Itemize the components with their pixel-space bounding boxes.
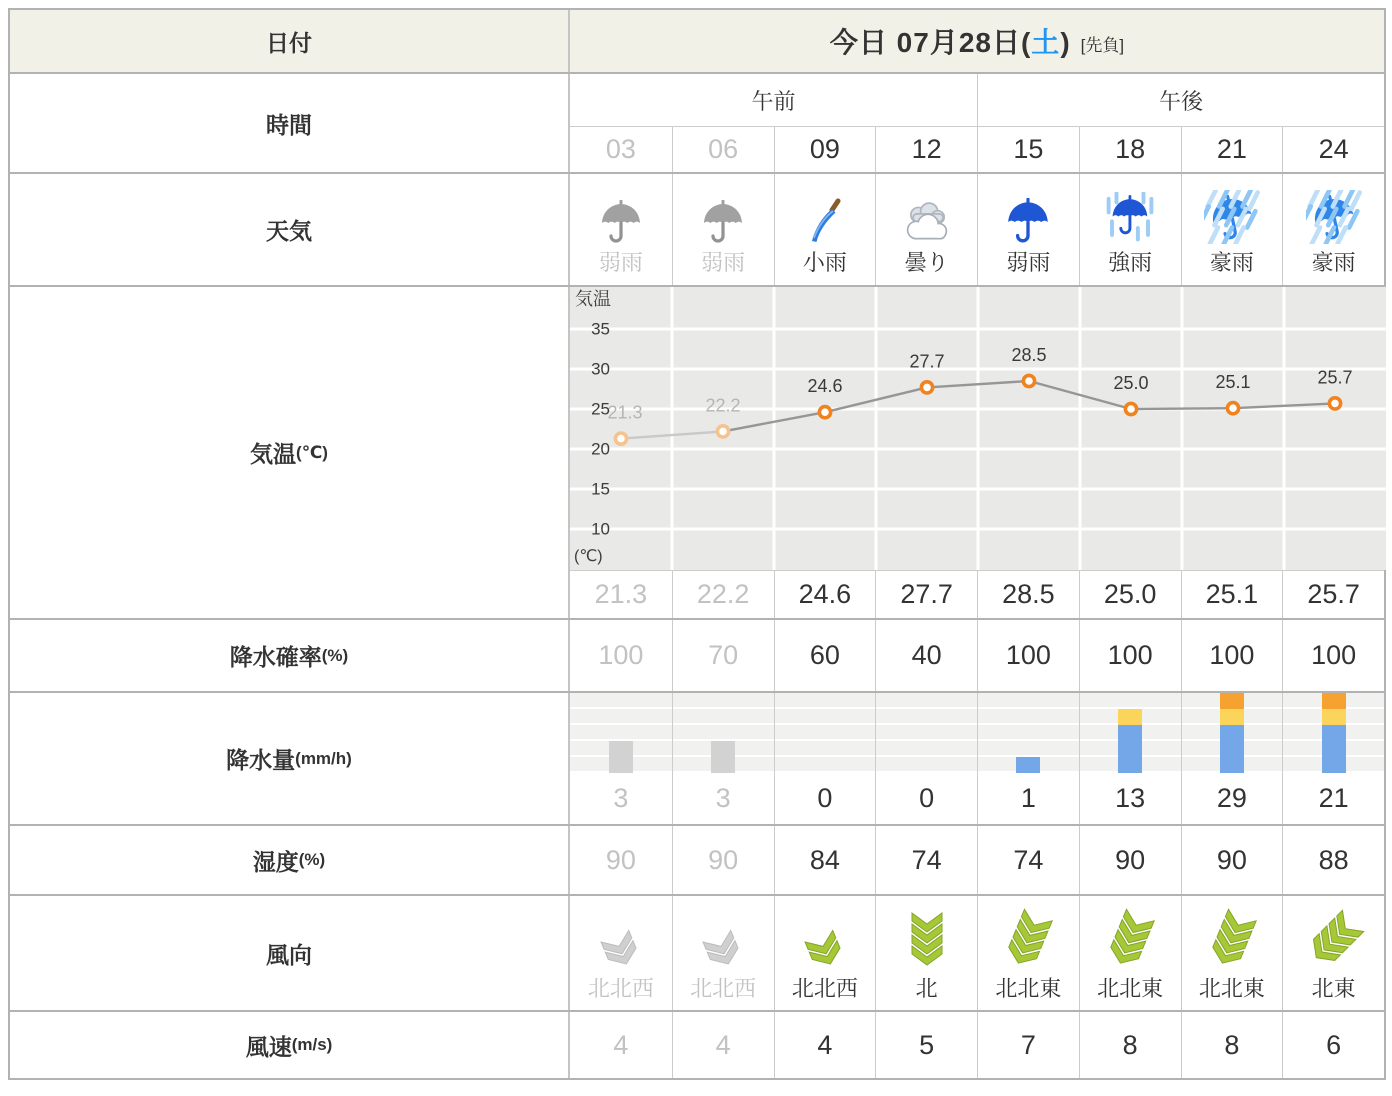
wind-speed-12: 5 [875, 1012, 977, 1078]
svg-text:28.5: 28.5 [1011, 345, 1047, 365]
period-header [570, 74, 1384, 126]
precip-probability-18: 100 [1079, 620, 1181, 691]
wind-direction-label: 北東 [1311, 975, 1356, 1001]
weekday-saturday[interactable]: 土 [1031, 27, 1061, 58]
precip-probability-09: 60 [774, 620, 876, 691]
row-wind-speed [10, 1010, 1384, 1078]
hour-21: 21 [1181, 127, 1283, 172]
wind-speed-03: 4 [613, 1029, 629, 1060]
hour-18: 18 [1079, 127, 1181, 172]
precip-bar-12 [875, 693, 977, 773]
wind-direction-21 [1181, 896, 1283, 1010]
precip-amount-values [570, 773, 1384, 824]
wind-direction-label: 北北西 [791, 975, 858, 1001]
humidity-24: 88 [1282, 826, 1384, 894]
weather-cell-21 [1181, 174, 1283, 285]
wind-direction-label: 北北東 [1198, 975, 1265, 1001]
umbrella-gray-icon [699, 200, 747, 244]
temperature-value-21: 25.1 [1181, 571, 1283, 618]
precip-bar-18 [1079, 693, 1181, 773]
wind-speed-09: 4 [774, 1012, 876, 1078]
precip-bar [1016, 757, 1040, 773]
weather-cell-12 [875, 174, 977, 285]
temperature-values [570, 570, 1384, 618]
cloud-icon [901, 201, 953, 244]
svg-text:15: 15 [591, 479, 610, 499]
humidity-06: 90 [672, 826, 774, 894]
humidity-row-label: 湿度 (%) [10, 826, 570, 894]
svg-text:25.7: 25.7 [1317, 367, 1353, 388]
umbrella-storm-icon [1306, 190, 1362, 244]
svg-text:22.2: 22.2 [705, 395, 741, 416]
precip-amount-15: 1 [977, 773, 1079, 824]
precip-bar [1322, 693, 1346, 773]
row-temperature [10, 285, 1384, 618]
precip-bar-03 [570, 693, 672, 773]
umbrella-storm-icon [1204, 190, 1260, 244]
svg-text:気温: 気温 [575, 289, 611, 309]
weather-label: 豪雨 [1209, 250, 1254, 275]
weather-cell-06 [672, 174, 774, 285]
wind-direction-row-label: 風向 [10, 896, 570, 1010]
temperature-value-18: 25.0 [1079, 571, 1181, 618]
svg-text:35: 35 [591, 319, 610, 339]
row-precip-amount [10, 691, 1384, 824]
humidity-12: 74 [875, 826, 977, 894]
temperature-value-03: 21.3 [594, 579, 648, 609]
wind-speed-18: 8 [1079, 1012, 1181, 1078]
precip-amount-24: 21 [1282, 773, 1384, 824]
precip-probability-12: 40 [875, 620, 977, 691]
precip-bar-06 [672, 693, 774, 773]
umbrella-rain-icon [1103, 192, 1157, 244]
hour-15: 15 [977, 127, 1079, 172]
wind-direction-icon [1001, 907, 1056, 973]
wind-direction-icon [700, 928, 746, 973]
precip-probability-values [570, 620, 1384, 691]
temperature-line-chart [570, 287, 1386, 570]
precip-bar [711, 741, 735, 773]
precip-amount-21: 29 [1181, 773, 1283, 824]
precip-bar [609, 741, 633, 773]
wind-speed-15: 7 [977, 1012, 1079, 1078]
weather-label: 強雨 [1108, 250, 1153, 275]
row-weather [10, 172, 1384, 285]
precip-bar-15 [977, 693, 1079, 773]
precip-amount-row-label: 降水量 (mm/h) [10, 693, 570, 824]
date-row-label: 日付 [10, 10, 570, 72]
precip-probability-row-label: 降水確率 (%) [10, 620, 570, 691]
svg-text:25.0: 25.0 [1113, 373, 1149, 393]
wind-direction-label: 北北西 [587, 975, 654, 1001]
wind-direction-18 [1079, 896, 1181, 1010]
wind-speed-24: 6 [1282, 1012, 1384, 1078]
wind-direction-cells [570, 896, 1384, 1010]
closed-umbrella-icon [801, 198, 849, 244]
wind-direction-15 [977, 896, 1079, 1010]
svg-text:27.7: 27.7 [909, 351, 945, 372]
umbrella-gray-icon [597, 200, 645, 244]
precip-bar-21 [1181, 693, 1283, 773]
wind-direction-icon [802, 928, 848, 973]
wind-direction-06 [672, 896, 774, 1010]
row-wind-direction [10, 894, 1384, 1010]
row-precip-probability [10, 618, 1384, 691]
svg-text:10: 10 [591, 519, 610, 539]
precip-probability-24: 100 [1282, 620, 1384, 691]
wind-direction-label: 北北西 [690, 975, 757, 1001]
row-time [10, 72, 1384, 172]
wind-direction-icon [1301, 907, 1366, 972]
date-header [570, 10, 1384, 72]
weather-label: 小雨 [802, 250, 847, 275]
wind-direction-03 [570, 896, 672, 1010]
humidity-09: 84 [774, 826, 876, 894]
precip-probability-03: 100 [598, 640, 644, 670]
precip-amount-06: 3 [672, 773, 774, 824]
temperature-value-15: 28.5 [977, 571, 1079, 618]
hour-24: 24 [1282, 127, 1384, 172]
precip-amount-chart [570, 693, 1384, 773]
humidity-21: 90 [1181, 826, 1283, 894]
svg-text:20: 20 [591, 439, 610, 459]
temperature-value-06: 22.2 [672, 571, 774, 618]
precip-bar [1220, 693, 1244, 773]
wind-direction-label: 北北東 [995, 975, 1062, 1001]
precip-amount-09: 0 [774, 773, 876, 824]
humidity-03: 90 [605, 844, 636, 875]
weather-label: 弱雨 [1006, 250, 1051, 275]
time-row-label: 時間 [10, 74, 570, 172]
weather-cell-09 [774, 174, 876, 285]
precip-bar-24 [1282, 693, 1384, 773]
weather-label: 弱雨 [598, 250, 643, 275]
row-humidity [10, 824, 1384, 894]
precip-amount-03: 3 [613, 783, 629, 813]
wind-direction-label: 北北東 [1097, 975, 1164, 1001]
weather-cell-03 [570, 174, 672, 285]
wind-speed-row-label: 風速 (m/s) [10, 1012, 570, 1078]
temperature-row-label: 気温 (℃) [10, 287, 570, 618]
hours-header [570, 126, 1384, 172]
wind-direction-09 [774, 896, 876, 1010]
wind-direction-label: 北 [915, 975, 938, 1001]
humidity-18: 90 [1079, 826, 1181, 894]
wind-speed-06: 4 [672, 1012, 774, 1078]
weather-cell-24 [1282, 174, 1384, 285]
weather-forecast-table [8, 8, 1386, 1080]
temperature-value-24: 25.7 [1282, 571, 1384, 618]
wind-speed-values [570, 1012, 1384, 1078]
period-pm: 午後 [977, 74, 1384, 126]
wind-direction-icon [1103, 907, 1158, 973]
temperature-chart [570, 287, 1384, 570]
precip-amount-12: 0 [875, 773, 977, 824]
precip-probability-21: 100 [1181, 620, 1283, 691]
wind-direction-icon [598, 928, 644, 973]
wind-speed-21: 8 [1181, 1012, 1283, 1078]
precip-probability-15: 100 [977, 620, 1079, 691]
humidity-15: 74 [977, 826, 1079, 894]
weather-cell-15 [977, 174, 1079, 285]
temperature-value-12: 27.7 [875, 571, 977, 618]
period-am: 午前 [751, 88, 796, 114]
date-text: 今日 07月28日(土) [829, 27, 1071, 58]
wind-direction-icon [909, 912, 945, 968]
hour-12: 12 [875, 127, 977, 172]
svg-text:25.1: 25.1 [1215, 372, 1251, 393]
svg-text:25: 25 [591, 399, 610, 419]
hour-06: 06 [672, 127, 774, 172]
svg-text:21.3: 21.3 [607, 402, 643, 423]
weather-label: 豪雨 [1311, 250, 1356, 275]
umbrella-blue-icon [1003, 198, 1053, 244]
wind-direction-24 [1282, 896, 1384, 1010]
hour-09: 09 [774, 127, 876, 172]
weather-cells [570, 174, 1384, 285]
weather-label: 曇り [904, 250, 949, 275]
temperature-value-09: 24.6 [774, 571, 876, 618]
wind-direction-12 [875, 896, 977, 1010]
svg-text:(℃): (℃) [574, 548, 603, 565]
wind-direction-icon [1205, 907, 1260, 973]
precip-bar [1118, 709, 1142, 773]
weather-cell-18 [1079, 174, 1181, 285]
svg-text:24.6: 24.6 [807, 376, 843, 397]
weather-row-label: 天気 [10, 174, 570, 285]
precip-probability-06: 70 [672, 620, 774, 691]
row-date [10, 10, 1384, 72]
precip-amount-18: 13 [1079, 773, 1181, 824]
hour-03: 03 [605, 134, 636, 164]
precip-bar-09 [774, 693, 876, 773]
rokuyo-label: [先負] [1080, 35, 1125, 55]
weather-label: 弱雨 [701, 250, 746, 275]
humidity-values [570, 826, 1384, 894]
svg-text:30: 30 [591, 359, 610, 379]
